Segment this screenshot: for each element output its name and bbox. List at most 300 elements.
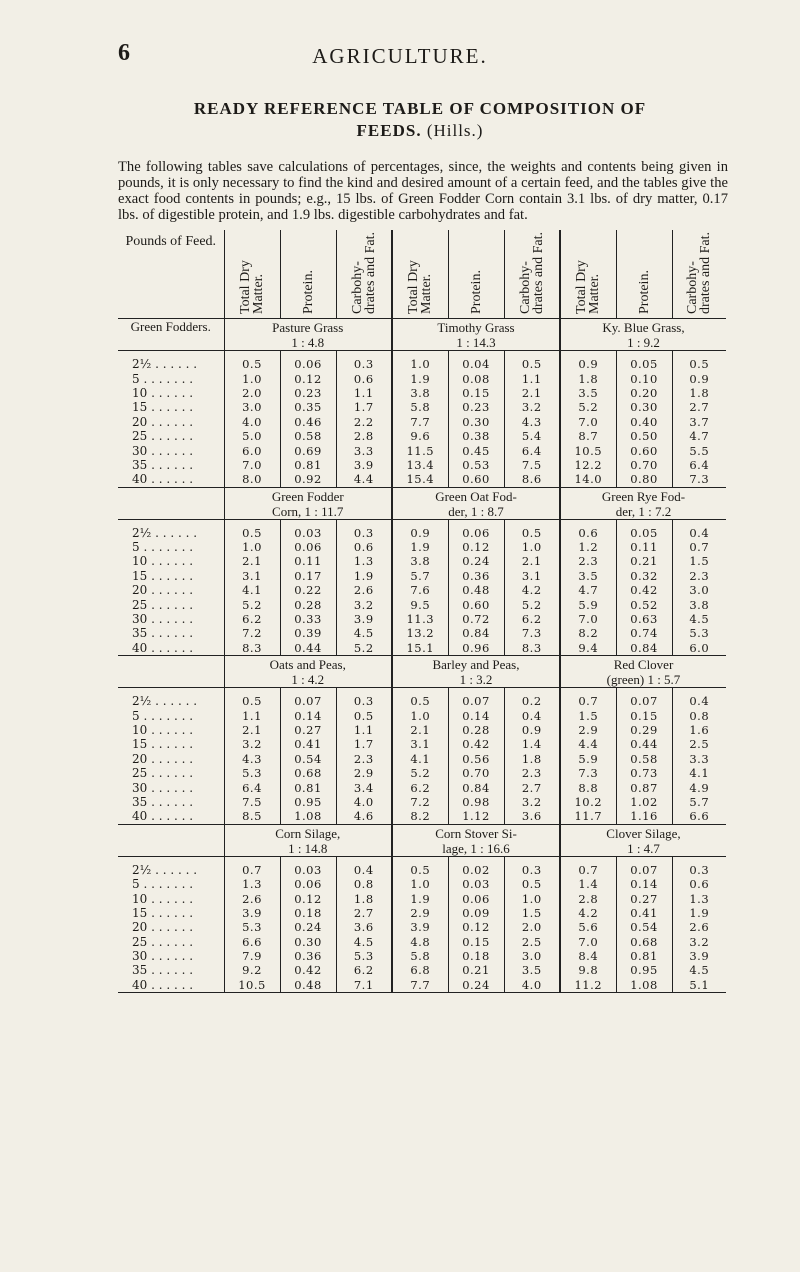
table-row — [118, 472, 726, 487]
value-cell: 8.8 — [560, 780, 616, 794]
value-cell: 0.6 — [336, 540, 392, 554]
value-cell: 0.7 — [672, 540, 726, 554]
section-label — [118, 824, 224, 856]
value-cell: 3.1 — [504, 569, 560, 583]
table-row — [118, 877, 726, 891]
value-cell: 4.3 — [504, 415, 560, 429]
value-cell: 8.6 — [504, 472, 560, 487]
value-cell: 9.8 — [560, 963, 616, 977]
running-head: AGRICULTURE. — [312, 44, 488, 68]
value-cell: 5.1 — [672, 978, 726, 993]
section-header-row — [118, 487, 726, 519]
value-cell: 0.06 — [448, 891, 504, 905]
col-header-protein: Protein. — [636, 270, 652, 314]
value-cell: 3.9 — [224, 906, 280, 920]
value-cell: 0.95 — [280, 795, 336, 809]
value-cell: 0.69 — [280, 443, 336, 457]
value-cell: 0.8 — [672, 708, 726, 722]
feed-name: Red Clover — [613, 657, 674, 673]
value-cell: 0.28 — [280, 597, 336, 611]
feed-ratio: 1 : 4.7 — [627, 840, 660, 856]
value-cell: 0.07 — [616, 694, 672, 708]
value-cell: 0.28 — [448, 723, 504, 737]
value-cell: 4.9 — [672, 780, 726, 794]
feed-ratio: der, 1 : 7.2 — [615, 503, 672, 519]
value-cell: 0.10 — [616, 371, 672, 385]
value-cell: 3.3 — [672, 752, 726, 766]
value-cell: 4.3 — [224, 752, 280, 766]
feed-group-header — [392, 656, 560, 688]
value-cell: 0.23 — [280, 386, 336, 400]
table-row — [118, 752, 726, 766]
feed-ratio: 1 : 4.8 — [291, 335, 325, 350]
title-feeds: FEEDS. — [356, 121, 422, 140]
value-cell: 0.12 — [448, 920, 504, 934]
value-cell: 0.04 — [448, 357, 504, 371]
value-cell: 0.06 — [280, 877, 336, 891]
value-cell: 1.9 — [336, 569, 392, 583]
value-cell: 0.54 — [280, 752, 336, 766]
value-cell: 0.5 — [504, 357, 560, 371]
value-cell: 3.2 — [504, 795, 560, 809]
value-cell: 9.2 — [224, 963, 280, 977]
value-cell: 4.8 — [392, 935, 448, 949]
table-row — [118, 526, 726, 540]
value-cell: 0.81 — [280, 458, 336, 472]
value-cell: 3.6 — [336, 920, 392, 934]
value-cell: 0.02 — [448, 863, 504, 877]
value-cell: 1.08 — [616, 978, 672, 993]
value-cell: 0.6 — [560, 526, 616, 540]
feed-name: Corn Stover Si- — [435, 825, 517, 841]
value-cell: 5.4 — [504, 429, 560, 443]
pounds-cell: 10 . . . . . . — [132, 554, 194, 569]
value-cell: 2.7 — [504, 780, 560, 794]
value-cell: 0.05 — [616, 526, 672, 540]
value-cell: 5.8 — [392, 400, 448, 414]
table-row — [118, 795, 726, 809]
value-cell: 10.2 — [560, 795, 616, 809]
value-cell: 0.46 — [280, 415, 336, 429]
value-cell: 8.7 — [560, 429, 616, 443]
value-cell: 0.92 — [280, 472, 336, 487]
value-cell: 7.2 — [224, 626, 280, 640]
value-cell: 5.5 — [672, 443, 726, 457]
pounds-cell: 30 . . . . . . — [132, 443, 194, 458]
value-cell: 0.60 — [448, 472, 504, 487]
value-cell: 1.8 — [504, 752, 560, 766]
table-row — [118, 371, 726, 385]
value-cell: 1.1 — [336, 386, 392, 400]
feed-name: Clover Silage, — [606, 825, 681, 841]
value-cell: 7.7 — [392, 415, 448, 429]
value-cell: 0.15 — [448, 935, 504, 949]
value-cell: 3.4 — [336, 780, 392, 794]
value-cell: 0.11 — [616, 540, 672, 554]
pounds-cell: 20 . . . . . . — [132, 414, 194, 429]
value-cell: 2.1 — [504, 554, 560, 568]
feed-group-header — [392, 319, 560, 351]
value-cell: 6.8 — [392, 963, 448, 977]
table-row — [118, 737, 726, 751]
pounds-cell: 40 . . . . . . — [118, 641, 224, 656]
value-cell: 0.30 — [280, 935, 336, 949]
value-cell: 0.24 — [280, 920, 336, 934]
pounds-cell: 25 . . . . . . — [132, 597, 194, 612]
value-cell: 0.40 — [616, 415, 672, 429]
pounds-cell: 40 . . . . . . — [118, 978, 224, 993]
composition-table — [118, 230, 726, 993]
value-cell: 4.1 — [392, 752, 448, 766]
value-cell: 5.2 — [392, 766, 448, 780]
value-cell: 4.1 — [224, 583, 280, 597]
value-cell: 0.44 — [280, 641, 336, 656]
value-cell: 5.6 — [560, 920, 616, 934]
table-row — [118, 443, 726, 457]
table-row — [118, 809, 726, 824]
value-cell: 0.4 — [336, 863, 392, 877]
value-cell: 2.7 — [336, 906, 392, 920]
value-cell: 0.68 — [616, 935, 672, 949]
value-cell: 15.1 — [392, 641, 448, 656]
value-cell: 5.3 — [672, 626, 726, 640]
value-cell: 1.5 — [672, 554, 726, 568]
feed-group-header — [560, 319, 726, 351]
value-cell: 5.8 — [392, 949, 448, 963]
value-cell: 0.95 — [616, 963, 672, 977]
value-cell: 2.1 — [224, 723, 280, 737]
value-cell: 5.3 — [336, 949, 392, 963]
value-cell: 11.7 — [560, 809, 616, 824]
col-header-carbohydrates: Carbohy-drates and Fat. — [685, 231, 714, 314]
value-cell: 6.4 — [504, 443, 560, 457]
value-cell: 0.36 — [280, 949, 336, 963]
value-cell: 1.6 — [672, 723, 726, 737]
value-cell: 0.9 — [672, 371, 726, 385]
section-label — [118, 656, 224, 688]
table-row — [118, 357, 726, 371]
value-cell: 0.06 — [280, 540, 336, 554]
table-row — [118, 708, 726, 722]
pounds-cell: 2½ . . . . . . — [132, 862, 198, 877]
value-cell: 0.09 — [448, 906, 504, 920]
feed-group-header — [392, 824, 560, 856]
value-cell: 1.1 — [336, 723, 392, 737]
value-cell: 0.15 — [616, 708, 672, 722]
value-cell: 0.2 — [504, 694, 560, 708]
feed-group-header — [560, 824, 726, 856]
value-cell: 0.22 — [280, 583, 336, 597]
feed-ratio: der, 1 : 8.7 — [448, 503, 504, 519]
value-cell: 3.5 — [560, 569, 616, 583]
pounds-cell: 30 . . . . . . — [132, 780, 194, 795]
value-cell: 4.1 — [672, 766, 726, 780]
value-cell: 0.5 — [224, 526, 280, 540]
value-cell: 1.12 — [448, 809, 504, 824]
value-cell: 7.7 — [392, 978, 448, 993]
value-cell: 3.1 — [392, 737, 448, 751]
value-cell: 0.4 — [672, 526, 726, 540]
value-cell: 3.0 — [224, 400, 280, 414]
value-cell: 1.0 — [224, 371, 280, 385]
value-cell: 5.7 — [392, 569, 448, 583]
table-row — [118, 863, 726, 877]
value-cell: 1.9 — [392, 891, 448, 905]
value-cell: 6.2 — [392, 780, 448, 794]
value-cell: 0.7 — [224, 863, 280, 877]
value-cell: 0.54 — [616, 920, 672, 934]
value-cell: 5.0 — [224, 429, 280, 443]
value-cell: 0.3 — [672, 863, 726, 877]
pounds-cell: 2½ . . . . . . — [132, 357, 198, 372]
pounds-header: Pounds of Feed. — [118, 230, 224, 319]
value-cell: 4.0 — [336, 795, 392, 809]
value-cell: 0.4 — [504, 708, 560, 722]
section-label: Green Fodders. — [118, 319, 224, 351]
value-cell: 0.21 — [448, 963, 504, 977]
value-cell: 6.6 — [224, 935, 280, 949]
value-cell: 0.32 — [616, 569, 672, 583]
value-cell: 0.58 — [616, 752, 672, 766]
value-cell: 0.27 — [280, 723, 336, 737]
value-cell: 0.03 — [280, 526, 336, 540]
value-cell: 0.30 — [448, 415, 504, 429]
value-cell: 2.9 — [560, 723, 616, 737]
value-cell: 0.30 — [616, 400, 672, 414]
value-cell: 0.42 — [280, 963, 336, 977]
value-cell: 0.96 — [448, 641, 504, 656]
value-cell: 1.8 — [336, 891, 392, 905]
value-cell: 0.81 — [616, 949, 672, 963]
feed-name: Timothy Grass — [437, 320, 515, 335]
value-cell: 7.1 — [336, 978, 392, 993]
value-cell: 7.5 — [224, 795, 280, 809]
value-cell: 8.2 — [392, 809, 448, 824]
pounds-cell: 10 . . . . . . — [132, 891, 194, 906]
feed-group-header — [224, 824, 392, 856]
value-cell: 3.3 — [336, 443, 392, 457]
value-cell: 7.3 — [504, 626, 560, 640]
value-cell: 3.8 — [392, 554, 448, 568]
pounds-cell: 15 . . . . . . — [132, 400, 194, 415]
col-header-protein: Protein. — [468, 270, 484, 314]
pounds-cell: 10 . . . . . . — [132, 723, 194, 737]
table-row — [118, 963, 726, 977]
pounds-cell: 35 . . . . . . — [132, 457, 194, 472]
pounds-cell: 25 . . . . . . — [132, 934, 194, 949]
value-cell: 7.9 — [224, 949, 280, 963]
value-cell: 1.1 — [504, 371, 560, 385]
value-cell: 1.3 — [672, 891, 726, 905]
value-cell: 13.2 — [392, 626, 448, 640]
feed-name: Green Oat Fod- — [435, 488, 517, 504]
feed-ratio: Corn, 1 : 11.7 — [272, 503, 344, 519]
value-cell: 0.48 — [280, 978, 336, 993]
value-cell: 0.80 — [616, 472, 672, 487]
table-row — [118, 400, 726, 414]
value-cell: 7.0 — [224, 458, 280, 472]
feed-name: Green Fodder — [271, 488, 344, 504]
value-cell: 0.36 — [448, 569, 504, 583]
table-row — [118, 949, 726, 963]
value-cell: 5.7 — [672, 795, 726, 809]
value-cell: 4.0 — [504, 978, 560, 993]
value-cell: 7.0 — [560, 415, 616, 429]
value-cell: 0.7 — [560, 863, 616, 877]
value-cell: 5.2 — [336, 641, 392, 656]
pounds-cell: 25 . . . . . . — [132, 429, 194, 444]
value-cell: 0.5 — [336, 708, 392, 722]
value-cell: 0.5 — [504, 877, 560, 891]
table-row — [118, 612, 726, 626]
value-cell: 0.53 — [448, 458, 504, 472]
value-cell: 3.2 — [672, 935, 726, 949]
value-cell: 0.60 — [616, 443, 672, 457]
value-cell: 1.7 — [336, 737, 392, 751]
value-cell: 0.33 — [280, 612, 336, 626]
value-cell: 3.7 — [672, 415, 726, 429]
pounds-cell: 2½ . . . . . . — [132, 694, 198, 709]
table-title — [100, 98, 740, 142]
value-cell: 0.03 — [280, 863, 336, 877]
table-row — [118, 780, 726, 794]
value-cell: 3.0 — [504, 949, 560, 963]
table-row — [118, 458, 726, 472]
value-cell: 1.5 — [504, 906, 560, 920]
value-cell: 6.0 — [672, 641, 726, 656]
value-cell: 0.17 — [280, 569, 336, 583]
value-cell: 0.35 — [280, 400, 336, 414]
value-cell: 0.84 — [448, 780, 504, 794]
value-cell: 4.7 — [560, 583, 616, 597]
table-row — [118, 891, 726, 905]
table-row — [118, 766, 726, 780]
value-cell: 0.5 — [392, 863, 448, 877]
feed-group-header — [224, 487, 392, 519]
value-cell: 2.6 — [224, 891, 280, 905]
section-label — [118, 487, 224, 519]
title-line-2 — [100, 120, 740, 142]
value-cell: 0.27 — [616, 891, 672, 905]
value-cell: 7.6 — [392, 583, 448, 597]
value-cell: 0.11 — [280, 554, 336, 568]
value-cell: 1.8 — [672, 386, 726, 400]
value-cell: 0.5 — [672, 357, 726, 371]
value-cell: 6.0 — [224, 443, 280, 457]
value-cell: 0.23 — [448, 400, 504, 414]
value-cell: 1.0 — [224, 540, 280, 554]
value-cell: 1.0 — [504, 540, 560, 554]
value-cell: 2.3 — [336, 752, 392, 766]
value-cell: 0.44 — [616, 737, 672, 751]
value-cell: 0.9 — [560, 357, 616, 371]
pounds-cell: 30 . . . . . . — [132, 949, 194, 964]
value-cell: 0.12 — [448, 540, 504, 554]
table-row — [118, 694, 726, 708]
value-cell: 0.84 — [448, 626, 504, 640]
value-cell: 5.3 — [224, 920, 280, 934]
value-cell: 0.4 — [672, 694, 726, 708]
value-cell: 2.1 — [224, 554, 280, 568]
pounds-cell: 2½ . . . . . . — [132, 525, 198, 540]
value-cell: 0.52 — [616, 597, 672, 611]
value-cell: 7.0 — [560, 612, 616, 626]
value-cell: 8.3 — [504, 641, 560, 656]
value-cell: 0.08 — [448, 371, 504, 385]
value-cell: 0.9 — [392, 526, 448, 540]
value-cell: 0.73 — [616, 766, 672, 780]
value-cell: 2.6 — [336, 583, 392, 597]
intro-paragraph: The following tables save calculations of percentages, since, the weights and contents being given in pounds, it is only necessary to find the kind and desired amount of a certain feed, and the tables give the exact food contents in pounds; e.g., 15 lbs. of Green Fodder Corn contain 3.1 lbs. of dry matter, 0.17 lbs. of digestible protein, and 1.9 lbs. digestible carbohydrates and fat. — [118, 159, 728, 223]
value-cell: 3.1 — [224, 569, 280, 583]
value-cell: 5.3 — [224, 766, 280, 780]
value-cell: 0.41 — [280, 737, 336, 751]
value-cell: 2.9 — [336, 766, 392, 780]
table-row — [118, 641, 726, 656]
value-cell: 5.2 — [224, 597, 280, 611]
value-cell: 5.2 — [560, 400, 616, 414]
value-cell: 3.2 — [504, 400, 560, 414]
value-cell: 1.3 — [224, 877, 280, 891]
section-header-row — [118, 656, 726, 688]
pounds-cell: 40 . . . . . . — [118, 472, 224, 487]
value-cell: 9.6 — [392, 429, 448, 443]
value-cell: 7.5 — [504, 458, 560, 472]
feed-ratio: lage, 1 : 16.6 — [442, 840, 510, 856]
feed-ratio: 1 : 4.2 — [291, 672, 325, 688]
value-cell: 8.3 — [224, 641, 280, 656]
title-line-1: READY REFERENCE TABLE OF COMPOSITION OF — [193, 99, 647, 118]
value-cell: 5.9 — [560, 597, 616, 611]
value-cell: 0.5 — [224, 694, 280, 708]
value-cell: 0.24 — [448, 554, 504, 568]
value-cell: 4.4 — [560, 737, 616, 751]
pounds-cell: 20 . . . . . . — [132, 583, 194, 598]
pounds-cell: 20 . . . . . . — [132, 920, 194, 935]
value-cell: 7.2 — [392, 795, 448, 809]
value-cell: 4.0 — [224, 415, 280, 429]
value-cell: 0.3 — [504, 863, 560, 877]
value-cell: 0.42 — [616, 583, 672, 597]
value-cell: 1.7 — [336, 400, 392, 414]
value-cell: 0.7 — [560, 694, 616, 708]
pounds-cell: 40 . . . . . . — [118, 809, 224, 824]
value-cell: 0.6 — [336, 371, 392, 385]
feed-group-header — [224, 319, 392, 351]
feed-group-header — [560, 656, 726, 688]
feed-group-header — [392, 487, 560, 519]
value-cell: 0.56 — [448, 752, 504, 766]
value-cell: 0.12 — [280, 371, 336, 385]
pounds-cell: 10 . . . . . . — [132, 385, 194, 400]
value-cell: 0.68 — [280, 766, 336, 780]
table-row — [118, 935, 726, 949]
value-cell: 0.5 — [504, 526, 560, 540]
value-cell: 8.2 — [560, 626, 616, 640]
feed-name: Green Rye Fod- — [601, 488, 686, 504]
feed-ratio: 1 : 14.3 — [456, 335, 496, 350]
value-cell: 2.9 — [392, 906, 448, 920]
value-cell: 0.5 — [224, 357, 280, 371]
value-cell: 12.2 — [560, 458, 616, 472]
table-row — [118, 386, 726, 400]
pounds-cell: 5 . . . . . . . — [132, 708, 194, 723]
table-row — [118, 429, 726, 443]
table-row — [118, 978, 726, 993]
feed-ratio: 1 : 9.2 — [627, 335, 660, 350]
col-header-carbohydrates: Carbohy-drates and Fat. — [349, 231, 378, 314]
value-cell: 7.3 — [560, 766, 616, 780]
